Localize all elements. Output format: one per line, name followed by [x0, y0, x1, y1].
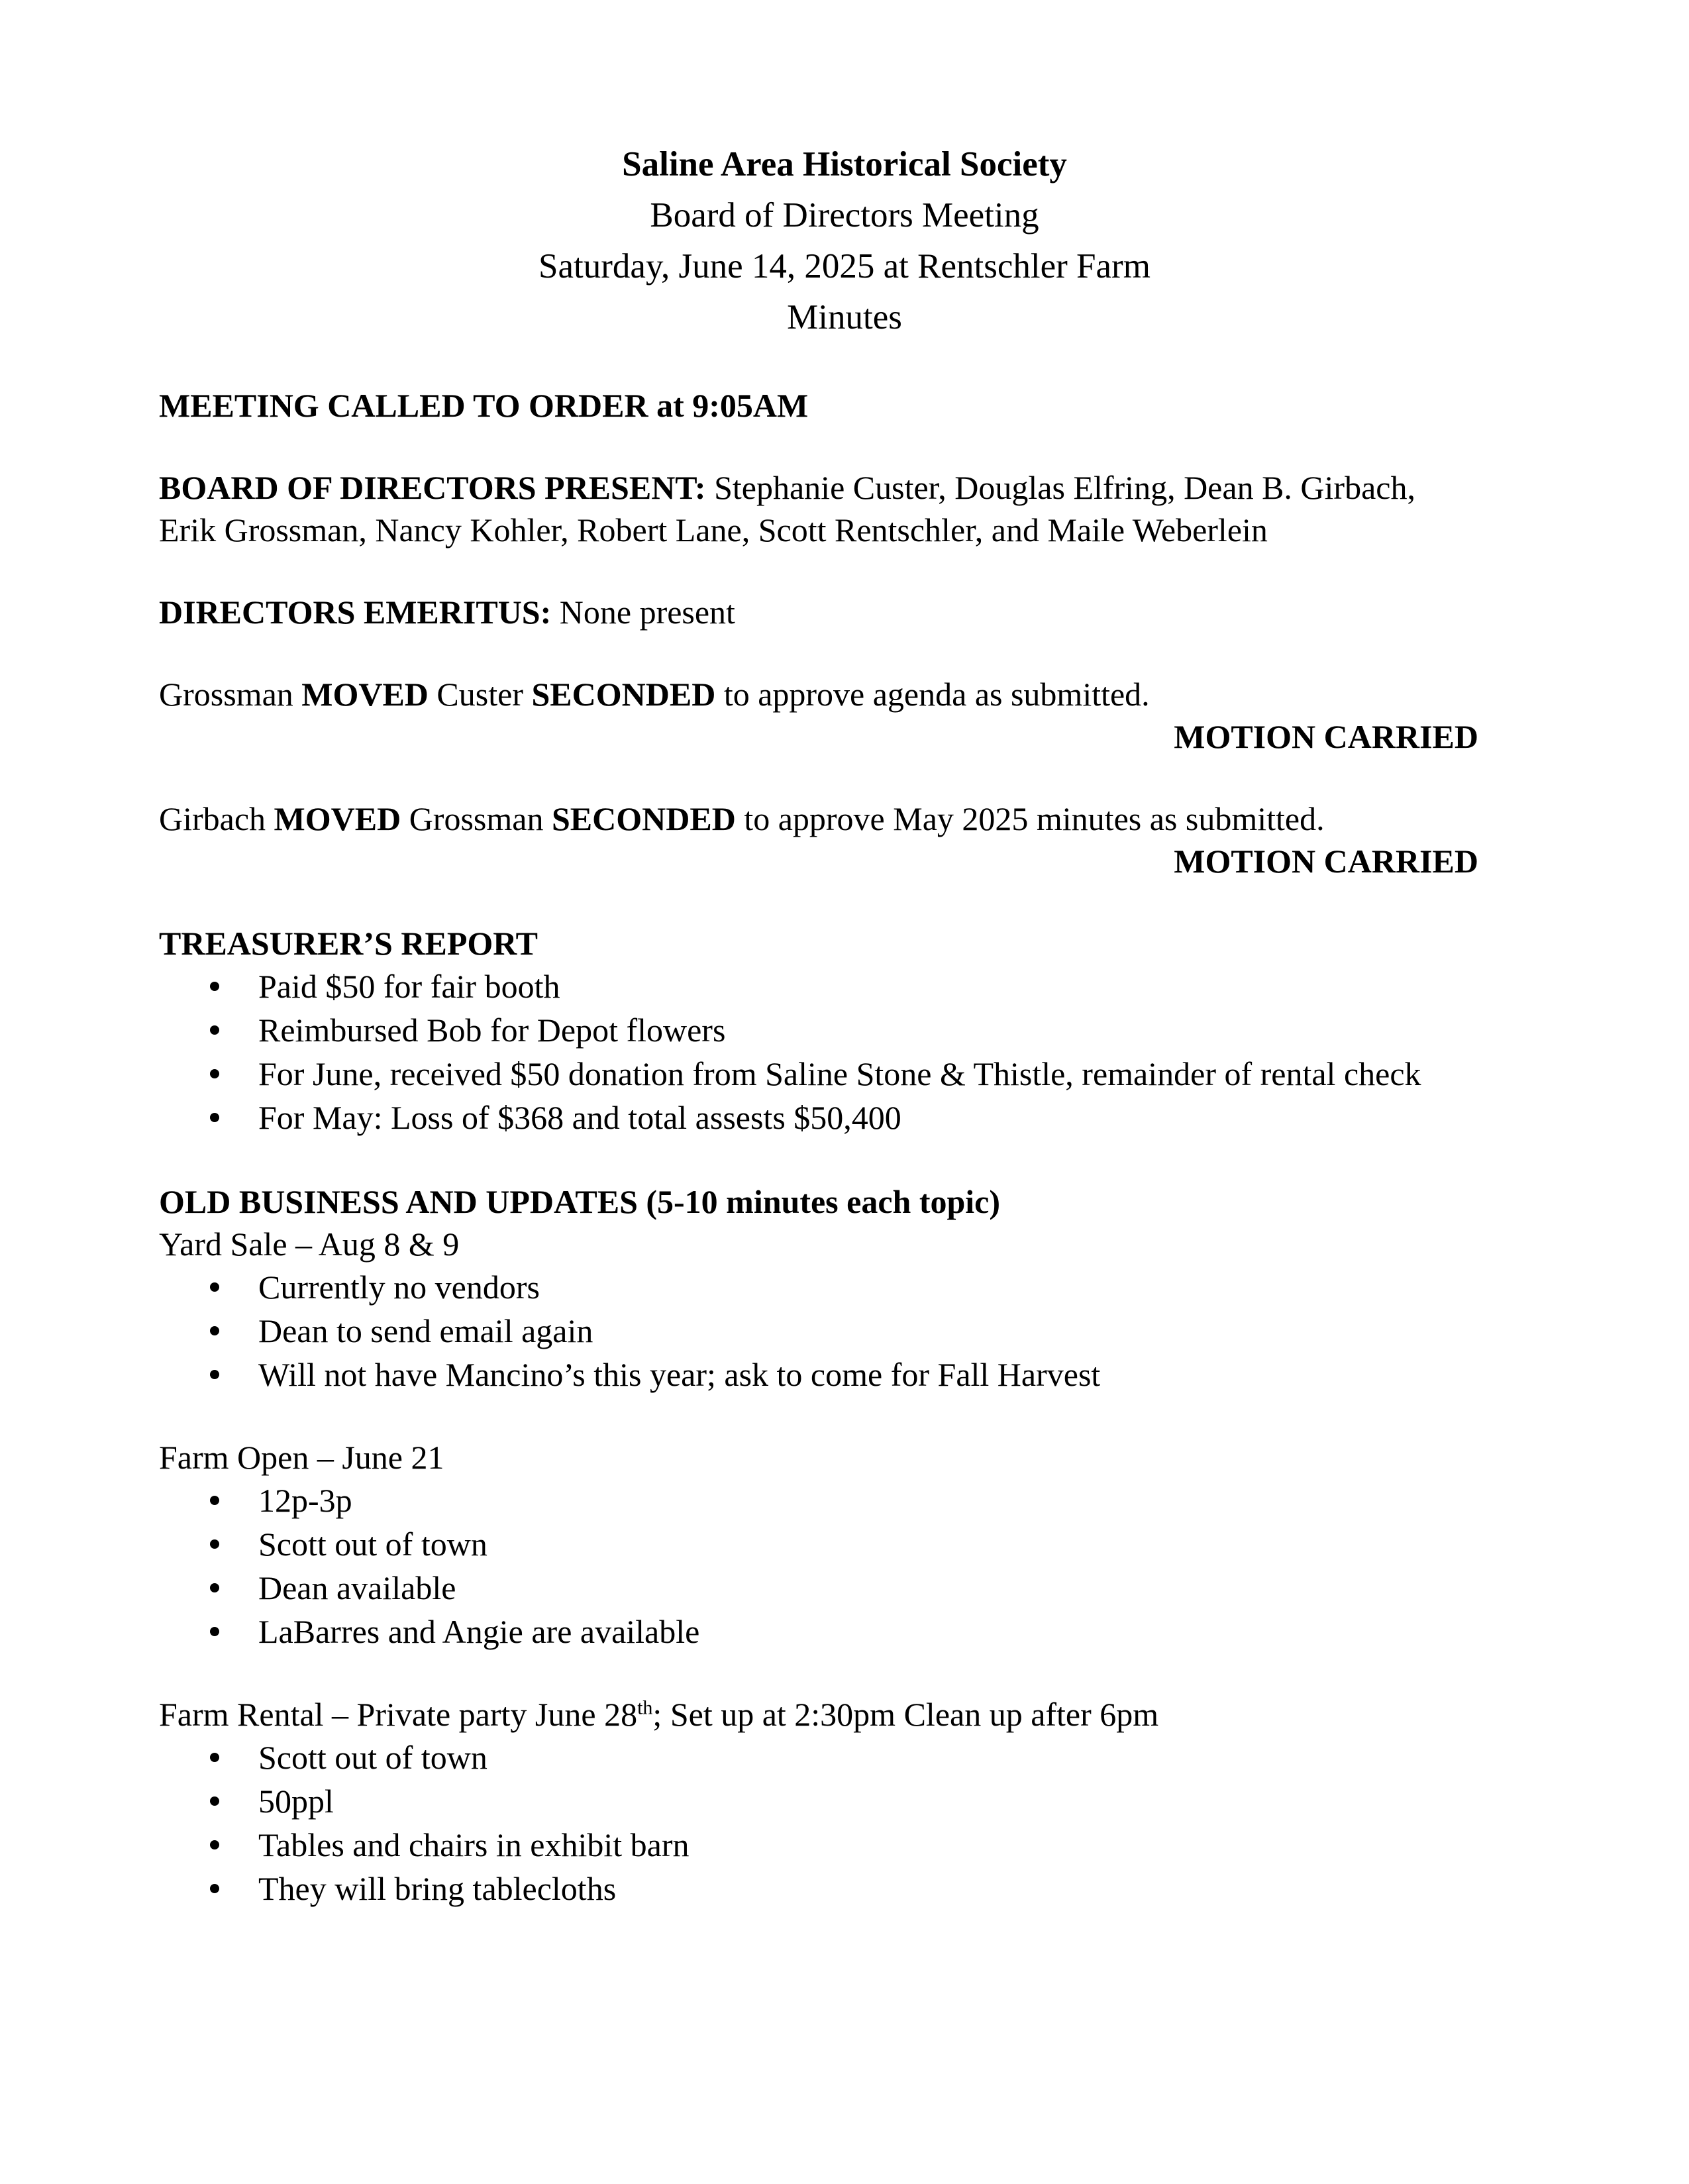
- topic-title: Yard Sale – Aug 8 & 9: [159, 1225, 460, 1263]
- topic-title: Farm Open – June 21: [159, 1439, 444, 1476]
- list-item: [159, 1052, 1563, 1096]
- section-heading: OLD BUSINESS AND UPDATES (5-10 minutes each topic): [159, 1183, 1001, 1220]
- directors-emeritus-value: None present: [551, 594, 735, 631]
- section-heading: TREASURER’S REPORT: [159, 925, 538, 962]
- motion-seconder: Custer: [428, 676, 532, 713]
- document-type: Minutes: [787, 298, 902, 337]
- topic-title-text: Farm Rental – Private party June 28: [159, 1696, 638, 1733]
- motion-result: MOTION CARRIED: [1174, 718, 1478, 755]
- list-item: [159, 1008, 1563, 1052]
- list-item: [159, 964, 1563, 1008]
- motion-text: to approve May 2025 minutes as submitted.: [735, 800, 1325, 837]
- bullet-icon: [210, 1753, 219, 1762]
- list-item: [159, 1823, 1563, 1867]
- list-item-text: 12p-3p: [258, 1482, 352, 1519]
- list-item: [159, 1522, 1563, 1566]
- list-item: [159, 1610, 1563, 1653]
- list-item-text: For May: Loss of $368 and total assests $50,400: [258, 1099, 901, 1136]
- list-item-text: Dean available: [258, 1569, 456, 1606]
- bullet-icon: [210, 1840, 219, 1849]
- list-item-text: Currently no vendors: [258, 1269, 540, 1306]
- list-item-text: LaBarres and Angie are available: [258, 1613, 700, 1650]
- motion-moved-keyword: MOVED: [301, 676, 429, 713]
- bullet-icon: [210, 1370, 219, 1379]
- bullet-icon: [210, 1796, 219, 1806]
- topic-list: [159, 1265, 1563, 1396]
- motion-text: to approve agenda as submitted.: [715, 676, 1150, 713]
- list-item: [159, 1096, 1563, 1139]
- topic-list: [159, 1479, 1563, 1653]
- list-item-text: For June, received $50 donation from Saline Stone & Thistle, remainder of rental check: [258, 1055, 1421, 1092]
- list-item-text: Paid $50 for fair booth: [258, 968, 560, 1005]
- list-item-text: Reimbursed Bob for Depot flowers: [258, 1012, 726, 1049]
- treasurer-report-section: [159, 922, 1563, 1139]
- list-item: [159, 1566, 1563, 1610]
- motion-seconder: Grossman: [401, 800, 552, 837]
- motion-moved-keyword: MOVED: [274, 800, 401, 837]
- motion-mover: Grossman: [159, 676, 302, 713]
- bullet-icon: [210, 1496, 219, 1505]
- topic-title: [159, 1693, 1563, 1736]
- directors-emeritus-label: DIRECTORS EMERITUS:: [159, 594, 552, 631]
- document-header: [0, 139, 1689, 343]
- treasurer-report-list: [159, 964, 1563, 1139]
- bullet-icon: [210, 1583, 219, 1592]
- call-to-order: MEETING CALLED TO ORDER at 9:05AM: [159, 387, 809, 424]
- bullet-icon: [210, 1539, 219, 1549]
- directors-present-label: BOARD OF DIRECTORS PRESENT:: [159, 469, 706, 506]
- meeting-title: Board of Directors Meeting: [650, 196, 1039, 234]
- list-item: [159, 1736, 1563, 1779]
- bullet-icon: [210, 1282, 219, 1292]
- bullet-icon: [210, 1627, 219, 1636]
- list-item: [159, 1265, 1563, 1309]
- meeting-date-location: Saturday, June 14, 2025 at Rentschler Farm: [538, 247, 1151, 286]
- bullet-icon: [210, 1025, 219, 1035]
- list-item-text: They will bring tablecloths: [258, 1870, 617, 1907]
- list-item: [159, 1353, 1563, 1396]
- list-item-text: Tables and chairs in exhibit barn: [258, 1826, 690, 1863]
- list-item: [159, 1779, 1563, 1823]
- bullet-icon: [210, 1113, 219, 1122]
- old-business-section: [159, 1180, 1563, 1910]
- topic-list: [159, 1736, 1563, 1910]
- list-item-text: Scott out of town: [258, 1526, 487, 1563]
- list-item-text: Will not have Mancino’s this year; ask to come for Fall Harvest: [258, 1356, 1101, 1393]
- bullet-icon: [210, 1069, 219, 1078]
- motion-minutes: [159, 798, 1563, 882]
- list-item-text: 50ppl: [258, 1783, 334, 1820]
- motion-mover: Girbach: [159, 800, 274, 837]
- bullet-icon: [210, 1884, 219, 1893]
- bullet-icon: [210, 1326, 219, 1335]
- list-item: [159, 1867, 1563, 1910]
- list-item: [159, 1309, 1563, 1353]
- motion-agenda: [159, 673, 1563, 758]
- ordinal-suffix: th: [637, 1696, 653, 1719]
- motion-seconded-keyword: SECONDED: [551, 800, 736, 837]
- directors-present: [159, 466, 1563, 551]
- motion-result: MOTION CARRIED: [1174, 843, 1478, 880]
- list-item-text: Dean to send email again: [258, 1312, 593, 1349]
- minutes-body: [159, 139, 1563, 1910]
- bullet-icon: [210, 982, 219, 991]
- directors-present-line1: Stephanie Custer, Douglas Elfring, Dean B. Girbach,: [705, 469, 1415, 506]
- list-item: [159, 1479, 1563, 1522]
- motion-seconded-keyword: SECONDED: [531, 676, 716, 713]
- topic-title-text: ; Set up at 2:30pm Clean up after 6pm: [652, 1696, 1159, 1733]
- directors-present-line2: Erik Grossman, Nancy Kohler, Robert Lane, Scott Rentschler, and Maile Weberlein: [159, 511, 1268, 548]
- directors-emeritus: [159, 591, 1563, 633]
- organization-name: Saline Area Historical Society: [622, 145, 1067, 183]
- list-item-text: Scott out of town: [258, 1739, 487, 1776]
